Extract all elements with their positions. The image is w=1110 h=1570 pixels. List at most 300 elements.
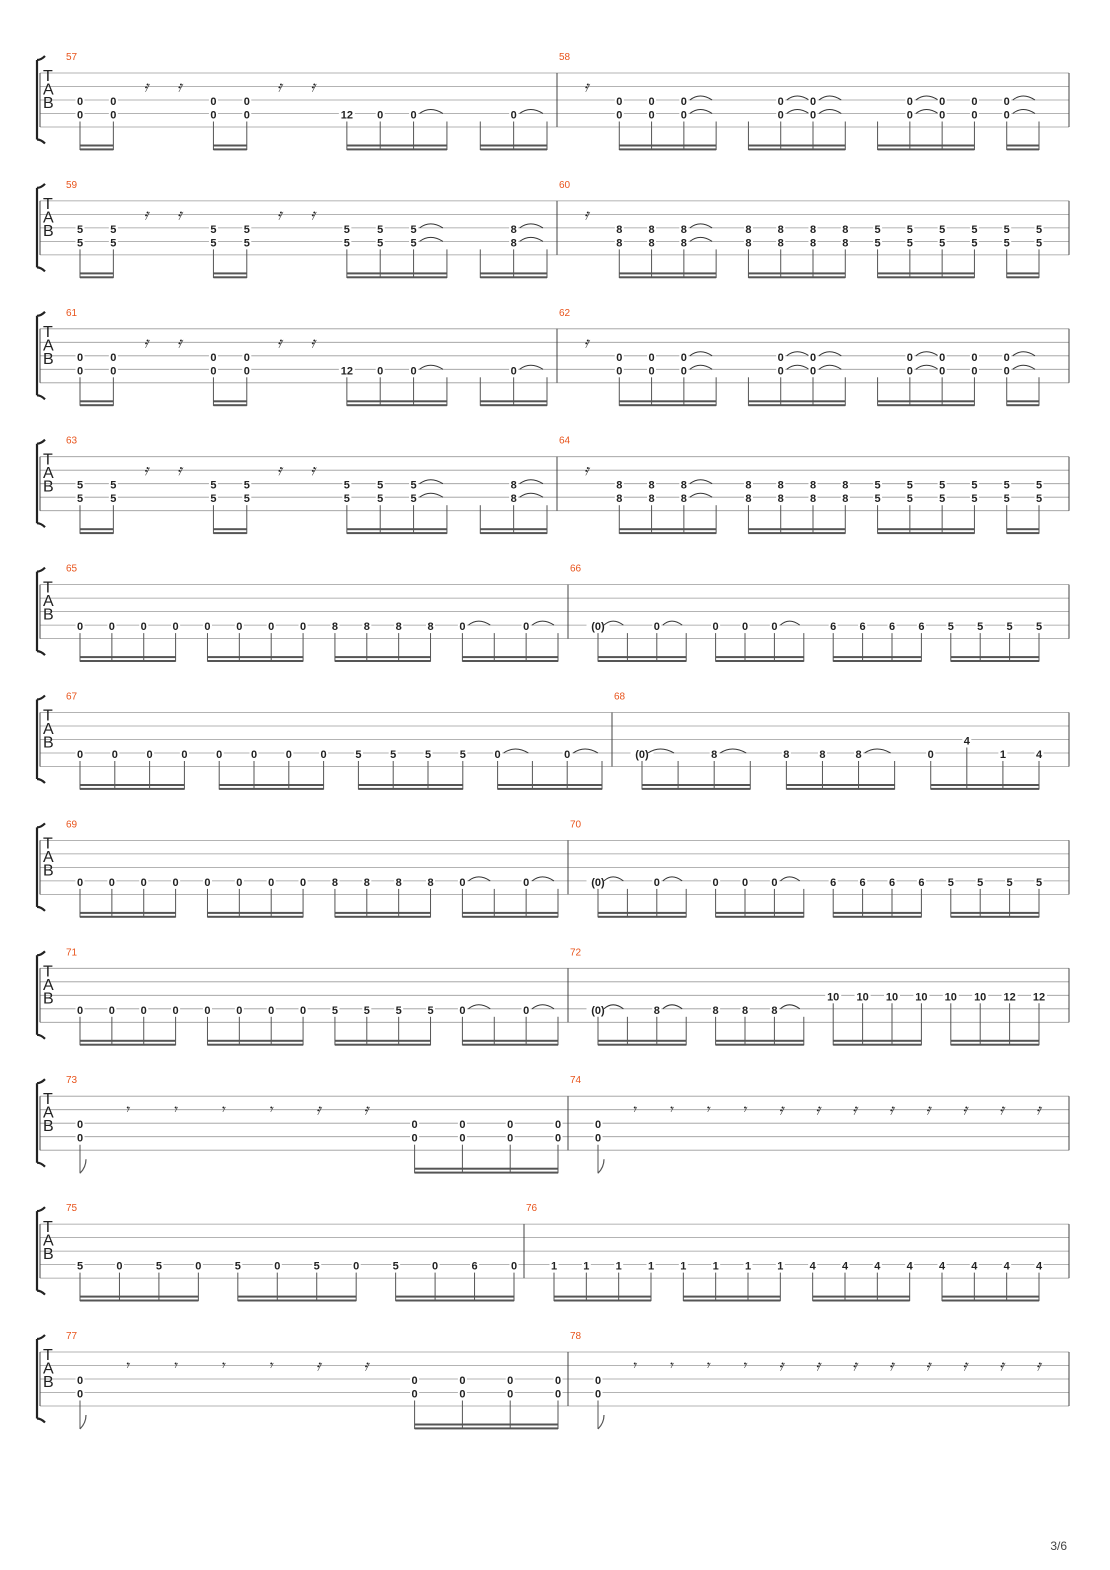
fret-number: 8: [363, 876, 370, 889]
rest-16: 𝄿: [584, 205, 589, 224]
rest-8: 𝄾: [172, 1356, 177, 1375]
rest-16: 𝄿: [925, 1356, 931, 1375]
fret-number: 0: [459, 1375, 466, 1387]
fret-number: 8: [648, 493, 655, 506]
rest-8: 𝄾: [268, 1356, 273, 1375]
beam: [396, 1300, 514, 1302]
beam: [480, 272, 547, 274]
tie-arc: [420, 493, 443, 497]
beam: [498, 784, 602, 786]
tie-arc: [780, 877, 799, 881]
fret-number: 0: [459, 1004, 466, 1017]
rest-8: 𝄾: [124, 1100, 129, 1119]
beam: [951, 660, 1039, 662]
beam: [833, 656, 921, 658]
fret-number: 0: [377, 365, 384, 378]
beam: [619, 404, 716, 406]
fret-number: 0: [274, 1260, 281, 1273]
fret-number: 5: [343, 237, 350, 250]
fret-number: 0: [971, 365, 978, 378]
fret-number: 0: [459, 1132, 466, 1145]
rest-16: 𝄿: [584, 333, 589, 352]
rest-8: 𝄾: [631, 1100, 636, 1119]
beam: [619, 400, 716, 402]
beam: [213, 404, 246, 406]
beam: [335, 1040, 431, 1042]
tie-arc: [1013, 96, 1035, 100]
fret-number: 8: [711, 749, 718, 761]
tie-arc: [787, 352, 809, 356]
fret-number: 5: [1035, 237, 1043, 250]
tie-arc: [1013, 110, 1035, 114]
fret-number: 0: [432, 1260, 439, 1273]
fret-number: 0: [268, 876, 275, 889]
fret-number: 0: [76, 1004, 84, 1017]
fret-number: (0): [635, 749, 649, 761]
fret-number: 5: [243, 493, 250, 506]
tie-arc: [787, 96, 809, 100]
tab-clef-letter: T: [43, 1219, 53, 1237]
fret-number: 5: [1035, 493, 1043, 506]
rest-16: 𝄿: [815, 1356, 821, 1375]
rest-8: 𝄾: [668, 1356, 673, 1375]
fret-number: 0: [110, 351, 117, 364]
rest-16: 𝄿: [584, 77, 589, 96]
tab-clef-letter: B: [43, 95, 54, 112]
tie-arc: [573, 749, 598, 753]
fret-number: 5: [110, 237, 117, 250]
measure-number: 78: [570, 1331, 582, 1342]
measure-number: 77: [66, 1331, 78, 1342]
tab-clef-letter: T: [43, 835, 53, 853]
fret-number: 5: [343, 479, 350, 492]
fret-number: 5: [906, 237, 913, 250]
fret-number: 0: [411, 1375, 418, 1387]
beam: [80, 788, 184, 790]
fret-number: 8: [395, 621, 402, 634]
fret-number: 0: [712, 876, 719, 889]
tie-arc: [787, 110, 809, 114]
fret-number: 4: [841, 1260, 849, 1273]
fret-number: 0: [680, 109, 687, 122]
tab-clef-letter: A: [43, 337, 54, 355]
beam: [80, 272, 113, 274]
rest-16: 𝄿: [310, 333, 316, 352]
fret-number: 8: [809, 493, 817, 506]
fret-number: 0: [971, 96, 978, 108]
measure-number: 69: [66, 819, 78, 831]
fret-number: 0: [939, 365, 946, 378]
tab-clef-letter: B: [43, 350, 54, 368]
fret-number: 8: [842, 237, 849, 250]
beam: [80, 916, 176, 918]
fret-number: 10: [974, 991, 987, 1004]
rest-8: 𝄾: [124, 1356, 129, 1375]
fret-number: 0: [76, 621, 84, 634]
fret-number: 0: [809, 365, 817, 378]
fret-number: 5: [76, 237, 84, 250]
fret-number: 5: [76, 1260, 84, 1273]
fret-number: 8: [777, 237, 784, 250]
beam: [207, 916, 303, 918]
beam: [951, 912, 1039, 914]
fret-number: 0: [146, 749, 153, 761]
beam: [1007, 148, 1039, 150]
tab-clef-letter: A: [43, 721, 54, 738]
tab-clef-letter: A: [43, 976, 54, 994]
fret-number: 0: [594, 1388, 602, 1401]
fret-number: 5: [1035, 223, 1043, 236]
fret-number: 5: [355, 749, 362, 761]
tab-clef-letter: A: [43, 209, 54, 227]
tie-arc: [690, 365, 712, 369]
fret-number: (0): [591, 876, 605, 889]
tab-clef-letter: T: [43, 68, 53, 85]
fret-number: 0: [771, 876, 778, 889]
rest-8: 𝄾: [631, 1356, 636, 1375]
beam: [80, 1296, 198, 1298]
fret-number: (0): [591, 1004, 605, 1017]
tie-arc: [504, 749, 529, 753]
fret-number: 5: [210, 479, 217, 492]
rest-16: 𝄿: [177, 333, 182, 352]
beam: [748, 148, 845, 150]
tie-arc: [690, 352, 712, 356]
beam: [347, 404, 447, 406]
beam: [1007, 272, 1039, 274]
beam: [878, 400, 975, 402]
fret-number: 8: [842, 479, 849, 492]
tie-arc: [420, 480, 443, 484]
beam: [598, 1040, 686, 1042]
fret-number: 0: [353, 1260, 360, 1273]
rest-16: 𝄿: [143, 77, 149, 96]
measure-number: 72: [570, 947, 582, 959]
beam: [238, 1296, 356, 1298]
tab-clef-letter: A: [43, 1104, 54, 1122]
beam: [238, 1300, 356, 1302]
fret-number: 10: [827, 991, 840, 1004]
fret-number: 8: [648, 479, 655, 492]
fret-number: 0: [616, 109, 623, 122]
fret-number: 0: [554, 1388, 562, 1401]
rest-16: 𝄿: [277, 333, 282, 352]
measure-number: 57: [66, 52, 78, 63]
measure-number: 75: [66, 1203, 78, 1215]
fret-number: 5: [76, 223, 84, 236]
beam: [716, 656, 804, 658]
fret-number: 8: [809, 223, 817, 236]
rest-8: 𝄾: [220, 1356, 225, 1375]
rest-8: 𝄾: [742, 1356, 746, 1375]
fret-number: 0: [809, 109, 817, 122]
fret-number: 12: [340, 365, 353, 378]
fret-number: 0: [210, 351, 217, 364]
fret-number: 1: [680, 1260, 687, 1273]
tab-clef-letter: A: [43, 848, 54, 866]
rest-8: 𝄾: [705, 1100, 710, 1119]
beam: [462, 1040, 558, 1042]
rest-16: 𝄿: [962, 1356, 968, 1375]
fret-number: 0: [140, 876, 147, 889]
beam: [415, 1168, 558, 1170]
fret-number: 0: [236, 876, 243, 889]
beam: [207, 1040, 303, 1042]
fret-number: 0: [411, 1388, 418, 1401]
fret-number: 8: [616, 493, 623, 506]
beam: [554, 1300, 651, 1302]
fret-number: 0: [680, 96, 687, 108]
tie-arc: [520, 224, 543, 228]
tab-clef-letter: A: [43, 1360, 54, 1378]
fret-number: 6: [888, 876, 896, 889]
beam: [80, 656, 176, 658]
tie-arc: [420, 110, 443, 114]
fret-number: 4: [1003, 1260, 1010, 1273]
beam: [716, 912, 804, 914]
fret-number: 0: [523, 876, 530, 889]
beam: [642, 788, 750, 790]
measure-number: 71: [66, 947, 78, 959]
fret-number: 8: [777, 479, 784, 492]
tie-arc: [690, 480, 712, 484]
fret-number: 5: [947, 876, 954, 889]
beam: [619, 528, 716, 530]
fret-number: 4: [938, 1260, 946, 1273]
beam: [598, 656, 686, 658]
fret-number: 5: [906, 223, 913, 236]
tie-arc: [468, 1005, 490, 1009]
tie-arc: [468, 621, 490, 625]
beam: [786, 784, 894, 786]
rest-16: 𝄿: [177, 77, 182, 96]
fret-number: 8: [855, 749, 862, 761]
fret-number: 8: [331, 621, 338, 634]
beam: [335, 656, 431, 658]
fret-number: 8: [842, 223, 849, 236]
fret-number: 0: [76, 365, 84, 378]
beam: [813, 1296, 910, 1298]
fret-number: 1: [712, 1260, 719, 1273]
fret-number: 5: [1003, 479, 1010, 492]
fret-number: 8: [712, 1004, 719, 1017]
beam: [80, 148, 113, 150]
fret-number: 5: [210, 237, 217, 250]
fret-number: 0: [459, 621, 466, 634]
fret-number: 0: [320, 749, 327, 761]
measure-number: 70: [570, 819, 582, 831]
fret-number: 0: [110, 109, 117, 122]
beam: [80, 404, 113, 406]
beam: [80, 1044, 176, 1046]
beam: [358, 788, 462, 790]
fret-number: 5: [459, 749, 466, 761]
beam: [213, 145, 246, 147]
tab-clef-letter: T: [43, 579, 53, 597]
fret-number: 6: [888, 621, 896, 634]
fret-number: 5: [971, 493, 978, 506]
fret-number: 5: [1035, 621, 1043, 634]
fret-number: 4: [971, 1260, 978, 1273]
tie-arc: [532, 877, 554, 881]
rest-16: 𝄿: [316, 1356, 321, 1375]
fret-number: 0: [554, 1375, 562, 1387]
beam: [598, 916, 686, 918]
tie-arc: [532, 1005, 554, 1009]
fret-number: 0: [510, 109, 517, 122]
tab-clef-letter: B: [43, 990, 54, 1008]
fret-number: 0: [300, 1004, 307, 1017]
fret-number: 5: [424, 749, 432, 761]
fret-number: 0: [554, 1119, 562, 1132]
fret-number: 5: [1003, 237, 1010, 250]
measure-number: 59: [66, 179, 78, 191]
beam: [415, 1424, 558, 1426]
fret-number: 0: [236, 621, 243, 634]
fret-number: 8: [809, 479, 817, 492]
fret-number: 8: [745, 223, 752, 236]
beam: [347, 145, 447, 147]
fret-number: 0: [76, 749, 84, 761]
beam: [1007, 404, 1039, 406]
rest-16: 𝄿: [363, 1100, 369, 1119]
measure-number: 76: [526, 1203, 538, 1215]
fret-number: 1: [999, 749, 1006, 761]
fret-number: 0: [906, 109, 913, 122]
rest-8: 𝄾: [668, 1100, 673, 1119]
tie-arc: [663, 877, 682, 881]
beam: [1007, 276, 1039, 278]
tie-arc: [819, 365, 841, 369]
fret-number: 0: [459, 876, 466, 889]
fret-number: 8: [510, 223, 517, 236]
beam: [462, 916, 558, 918]
beam: [347, 148, 447, 150]
fret-number: 1: [550, 1260, 558, 1273]
fret-number: 8: [741, 1004, 749, 1017]
fret-number: 0: [76, 1375, 84, 1387]
fret-number: 5: [410, 479, 417, 492]
rest-16: 𝄿: [310, 77, 316, 96]
tie-arc: [916, 352, 938, 356]
fret-number: 5: [874, 479, 881, 492]
fret-number: 0: [243, 351, 250, 364]
fret-number: 0: [507, 1132, 514, 1145]
fret-number: 0: [285, 749, 292, 761]
fret-number: 5: [1006, 621, 1013, 634]
fret-number: 0: [410, 365, 417, 378]
fret-number: 5: [392, 1260, 399, 1273]
fret-number: 5: [971, 237, 978, 250]
fret-number: 8: [680, 479, 687, 492]
rest-16: 𝄿: [999, 1356, 1004, 1375]
beam: [219, 784, 323, 786]
beam: [358, 784, 462, 786]
tab-clef-letter: B: [43, 862, 54, 880]
beam: [480, 400, 547, 402]
fret-number: 0: [594, 1375, 602, 1387]
fret-number: 1: [583, 1260, 590, 1273]
fret-number: 5: [110, 479, 117, 492]
fret-number: 8: [427, 621, 434, 634]
fret-number: 5: [243, 479, 250, 492]
tie-arc: [916, 96, 938, 100]
fret-number: 5: [210, 493, 217, 506]
rest-8: 𝄾: [268, 1100, 273, 1119]
fret-number: 6: [830, 876, 837, 889]
beam: [786, 788, 894, 790]
tie-arc: [916, 110, 938, 114]
tab-clef-letter: A: [43, 465, 54, 483]
rest-16: 𝄿: [889, 1100, 894, 1119]
fret-number: 6: [859, 621, 866, 634]
fret-number: 6: [859, 876, 866, 889]
beam: [213, 276, 246, 278]
beam: [931, 784, 1039, 786]
fret-number: 0: [680, 365, 687, 378]
beam: [716, 1040, 804, 1042]
tie-arc: [690, 493, 712, 497]
fret-number: 5: [874, 223, 881, 236]
fret-number: 5: [1003, 223, 1010, 236]
rest-8: 𝄾: [172, 1100, 177, 1119]
tie-arc: [420, 237, 443, 241]
beam: [480, 148, 547, 150]
measure-number: 64: [559, 435, 571, 447]
measure-number: 73: [66, 1075, 78, 1087]
beam: [598, 660, 686, 662]
fret-number: 1: [744, 1260, 752, 1273]
beam: [748, 404, 845, 406]
fret-number: 0: [927, 749, 934, 761]
beam: [598, 1044, 686, 1046]
fret-number: 0: [741, 621, 749, 634]
fret-number: 8: [680, 493, 687, 506]
fret-number: 5: [377, 493, 384, 506]
fret-number: 4: [906, 1260, 913, 1273]
beam: [480, 528, 547, 530]
fret-number: 8: [771, 1004, 778, 1017]
beam: [878, 404, 975, 406]
beam: [480, 532, 547, 534]
fret-number: 8: [745, 479, 752, 492]
beam: [554, 1296, 651, 1298]
fret-number: 0: [616, 351, 623, 364]
tab-clef-letter: A: [43, 81, 54, 99]
fret-number: 8: [331, 876, 338, 889]
beam: [396, 1296, 514, 1298]
fret-number: 5: [243, 223, 250, 236]
beam: [335, 1044, 431, 1046]
beam: [347, 532, 447, 534]
rest-8: 𝄾: [742, 1100, 746, 1119]
fret-number: 0: [210, 109, 217, 122]
fret-number: 4: [1035, 1260, 1043, 1273]
fret-number: 5: [1003, 493, 1010, 506]
note-flag: [598, 1415, 604, 1429]
fret-number: 0: [510, 365, 517, 378]
fret-number: 0: [906, 365, 913, 378]
fret-number: 0: [653, 621, 660, 634]
rest-16: 𝄿: [778, 1100, 784, 1119]
beam: [683, 1296, 780, 1298]
fret-number: 0: [1003, 109, 1010, 122]
fret-number: 0: [243, 96, 250, 108]
fret-number: 0: [771, 621, 778, 634]
rest-16: 𝄿: [177, 461, 182, 480]
fret-number: 5: [427, 1004, 434, 1017]
tie-arc: [1013, 365, 1035, 369]
